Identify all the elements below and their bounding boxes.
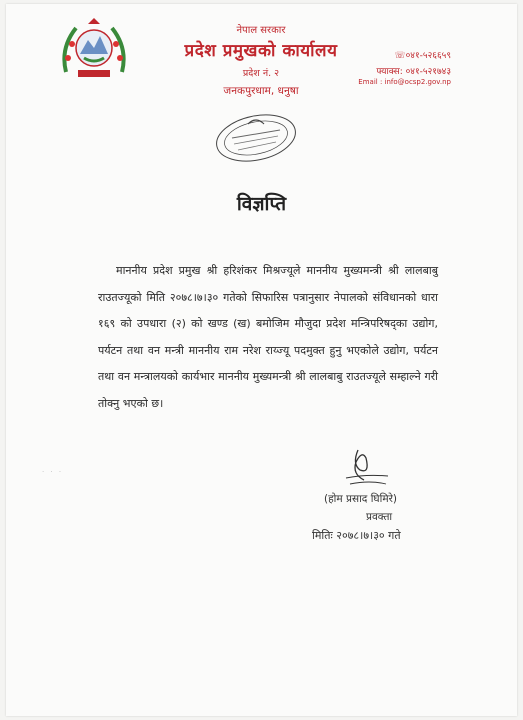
email-address: Email : info@ocsp2.gov.np bbox=[358, 78, 451, 86]
notice-date: मितिः २०७८।७।३० गते bbox=[312, 529, 401, 542]
government-name: नेपाल सरकार bbox=[236, 25, 286, 36]
office-name: प्रदेश प्रमुखको कार्यालय bbox=[184, 41, 338, 61]
notice-body: माननीय प्रदेश प्रमुख श्री हरिशंकर मिश्रज्यूले माननीय मुख्यमन्त्री श्री लालबाबु राउतज्यूको मिति २०७८।७।३० गतेको सिफारिस पत्रानुसार नेपालको संविधानको धारा १६९ को उपधारा (२) को खण्ड (ख) बमोजिम मौजुदा प्रदेश मन्त्रिपरिषद्का उद्योग, पर्यटन तथा वन मन्त्री माननीय राम नरेश राय्ज्यू पदमुक्त हुनु भएकोले उद्योग, पर्यटन तथा वन मन्त्रालयको कार्यभार माननीय मुख्यमन्त्री श्री लालबाबु राउतज्यूले सम्हाल्ने गरी तोक्नु भएको छ। bbox=[98, 264, 438, 410]
letter-page bbox=[6, 4, 517, 716]
fax-number: फ्याक्स: ०४१-५२१७४३ bbox=[376, 67, 451, 77]
signature-icon bbox=[336, 444, 396, 499]
scan-speck: · · · bbox=[42, 468, 64, 476]
office-stamp-icon bbox=[186, 112, 326, 162]
city-name: जनकपुरधाम, धनुषा bbox=[223, 85, 299, 97]
signatory-role: प्रवक्ता bbox=[366, 511, 393, 523]
signatory-name: (होम प्रसाद घिमिरे) bbox=[324, 493, 398, 505]
nepal-emblem-icon bbox=[58, 18, 130, 82]
province-name: प्रदेश नं. २ bbox=[242, 68, 280, 79]
phone-number: ☏०४१-५२६६५९ bbox=[394, 51, 451, 61]
notice-title: विज्ञप्ति bbox=[236, 193, 287, 215]
